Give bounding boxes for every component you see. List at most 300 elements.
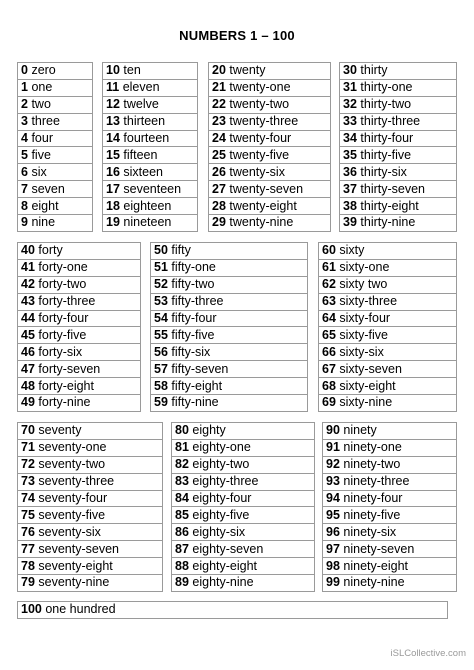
numeral: 27 [212,181,226,196]
number-cell [18,130,93,147]
number-row [18,63,93,80]
numbers-90-99-box [322,422,457,592]
numeral: 97 [326,541,340,556]
numeral: 37 [343,181,357,196]
numeral: 32 [343,97,357,112]
number-cell [172,456,315,473]
number-cell [18,327,141,344]
numeral: 38 [343,198,357,213]
number-word: fifty-eight [171,378,223,393]
number-word: seventy [38,423,82,438]
numeral: 42 [21,277,35,292]
number-cell [151,243,308,260]
numeral: 35 [343,147,357,162]
number-word: seventy-three [38,474,115,489]
number-word: thirty [360,63,388,78]
numeral: 84 [175,491,189,505]
number-word: ninety-three [343,474,410,489]
number-cell [18,79,93,96]
number-row [18,181,93,198]
number-word: eighty-eight [192,558,258,573]
number-cell [319,259,457,276]
number-row [323,558,457,575]
number-cell [209,164,331,181]
number-cell [103,215,198,232]
number-word: ninety-four [343,491,403,505]
number-word: fifty [171,243,191,258]
number-word: five [31,147,51,162]
number-row [151,259,308,276]
number-row [209,215,331,232]
number-row [172,456,315,473]
number-cell [340,164,457,181]
number-row [18,439,163,456]
number-row [323,541,457,558]
number-cell [172,490,315,507]
number-row [172,507,315,524]
number-word: forty-five [38,327,87,342]
numbers-80-89-box [171,422,315,592]
number-row [151,344,308,361]
number-row [18,507,163,524]
number-row [209,164,331,181]
number-word: eighty [192,423,226,438]
number-cell [323,490,457,507]
number-cell [340,181,457,198]
number-word: fifty-nine [171,395,219,410]
number-row [323,490,457,507]
number-row [340,181,457,198]
number-row [18,541,163,558]
number-cell [209,63,331,80]
numeral: 62 [322,277,336,292]
number-word: eleven [122,80,160,95]
number-row [209,113,331,130]
number-row [172,541,315,558]
numeral: 99 [326,575,340,590]
number-cell [18,439,163,456]
number-cell [323,423,457,440]
number-cell [323,456,457,473]
number-cell [340,130,457,147]
number-word: twenty [229,63,266,78]
numeral: 4 [21,131,28,145]
number-cell [340,113,457,130]
number-100-box [17,601,448,619]
numeral: 5 [21,147,28,162]
number-cell [209,96,331,113]
number-cell [340,198,457,215]
number-cell [151,259,308,276]
number-word: twenty-seven [229,181,304,196]
number-row [103,79,198,96]
number-word: sixty two [339,277,388,292]
number-row [340,164,457,181]
number-word: sixteen [123,164,163,179]
number-row [18,327,141,344]
number-cell [172,575,315,592]
number-row [209,96,331,113]
number-cell [18,490,163,507]
number-word: forty-eight [38,378,94,393]
number-word: fifteen [123,147,158,162]
number-cell [18,524,163,541]
number-word: thirty-four [360,131,414,145]
number-cell [18,344,141,361]
number-word: fifty-six [171,344,211,359]
numeral: 79 [21,575,35,590]
number-row [340,215,457,232]
number-row [18,361,141,378]
number-cell [151,327,308,344]
number-word: twenty-six [229,164,285,179]
number-word: one [31,80,53,95]
number-row [151,395,308,412]
number-row [18,259,141,276]
number-word: sixty-nine [339,395,393,410]
number-row [18,276,141,293]
number-row [18,130,93,147]
number-word: forty-one [38,260,88,275]
number-word: seventy-five [38,507,106,522]
number-cell [319,310,457,327]
number-row [151,243,308,260]
number-word: fifty-seven [171,361,229,376]
numeral: 60 [322,243,336,258]
numeral: 6 [21,164,28,179]
number-word: eighty-three [192,474,259,489]
number-cell [18,395,141,412]
numeral: 19 [106,215,120,230]
number-cell [323,524,457,541]
numbers-40-49-box [17,242,141,412]
number-row [319,327,457,344]
number-word: ninety-two [343,457,401,472]
number-word: forty-four [38,311,89,325]
number-word: thirty-nine [360,215,416,230]
number-word: nineteen [123,215,172,230]
number-row [103,181,198,198]
number-word: thirty-three [360,114,421,129]
number-cell [18,243,141,260]
number-word: forty-nine [38,395,91,410]
number-row [340,79,457,96]
number-word: fifty-one [171,260,216,275]
number-cell [151,344,308,361]
number-cell [340,215,457,232]
number-cell [18,215,93,232]
number-word: thirty-two [360,97,412,112]
number-row [319,344,457,361]
numeral: 24 [212,131,226,145]
numeral: 13 [106,114,120,129]
numeral: 54 [154,311,168,325]
number-row [172,524,315,541]
number-row [323,575,457,592]
numeral: 95 [326,507,340,522]
numeral: 1 [21,80,28,95]
number-cell [172,558,315,575]
numbers-30-39-box [339,62,457,232]
numeral: 82 [175,457,189,472]
number-cell [340,63,457,80]
number-row [18,602,448,619]
numeral: 23 [212,114,226,129]
number-cell [18,63,93,80]
number-row [209,198,331,215]
number-word: ten [123,63,141,78]
number-row [172,439,315,456]
number-word: fourteen [123,131,170,145]
numeral: 22 [212,97,226,112]
numeral: 77 [21,541,35,556]
number-row [151,310,308,327]
number-row [103,164,198,181]
number-word: thirty-five [360,147,412,162]
number-cell [323,439,457,456]
numeral: 12 [106,97,120,112]
numeral: 31 [343,80,357,95]
watermark-text: iSLCollective.com [390,648,466,659]
numeral: 93 [326,474,340,489]
numeral: 81 [175,440,189,455]
number-cell [151,293,308,310]
number-row [18,456,163,473]
number-word: eighty-six [192,524,246,539]
numeral: 56 [154,344,168,359]
numeral: 96 [326,524,340,539]
number-row [323,473,457,490]
number-word: sixty-eight [339,378,396,393]
number-word: two [31,97,51,112]
number-row [340,63,457,80]
numeral: 83 [175,474,189,489]
number-word: seventy-two [38,457,106,472]
number-row [103,147,198,164]
number-word: twenty-four [229,131,292,145]
numeral: 58 [154,378,168,393]
number-cell [18,198,93,215]
number-cell [18,310,141,327]
numeral: 71 [21,440,35,455]
numeral: 0 [21,63,28,78]
number-row [18,243,141,260]
numbers-70-79-box [17,422,163,592]
number-word: twenty-two [229,97,290,112]
number-cell [18,602,448,619]
number-row [209,79,331,96]
number-row [340,130,457,147]
number-row [151,327,308,344]
numeral: 7 [21,181,28,196]
number-word: forty [38,243,63,258]
numeral: 17 [106,181,120,196]
numeral: 69 [322,395,336,410]
number-row [151,378,308,395]
number-row [18,147,93,164]
number-cell [18,96,93,113]
number-cell [209,215,331,232]
number-row [319,243,457,260]
numeral: 59 [154,395,168,410]
numeral: 85 [175,507,189,522]
numeral: 36 [343,164,357,179]
number-cell [151,378,308,395]
numeral: 66 [322,344,336,359]
numeral: 9 [21,215,28,230]
number-cell [319,378,457,395]
numeral: 33 [343,114,357,129]
number-cell [209,198,331,215]
number-cell [18,456,163,473]
numeral: 89 [175,575,189,590]
number-word: eighty-five [192,507,250,522]
number-word: sixty-three [339,294,398,309]
numeral: 46 [21,344,35,359]
numeral: 50 [154,243,168,258]
number-row [172,423,315,440]
numeral: 91 [326,440,340,455]
number-row [18,310,141,327]
numeral: 2 [21,97,28,112]
number-word: sixty-four [339,311,391,325]
number-cell [103,181,198,198]
number-word: eighty-four [192,491,252,505]
number-cell [103,79,198,96]
numbers-50-59-box [150,242,308,412]
number-word: fifty-five [171,327,215,342]
numeral: 94 [326,491,340,505]
number-cell [103,113,198,130]
numeral: 20 [212,63,226,78]
number-cell [209,181,331,198]
numeral: 65 [322,327,336,342]
number-row [172,575,315,592]
numeral: 16 [106,164,120,179]
number-word: forty-six [38,344,83,359]
numeral: 41 [21,260,35,275]
number-row [323,524,457,541]
number-row [209,147,331,164]
numeral: 45 [21,327,35,342]
number-cell [323,541,457,558]
number-cell [340,147,457,164]
numeral: 68 [322,378,336,393]
numeral: 25 [212,147,226,162]
numeral: 30 [343,63,357,78]
numeral: 40 [21,243,35,258]
number-word: eighty-nine [192,575,254,590]
number-cell [103,96,198,113]
number-word: eighty-two [192,457,250,472]
number-cell [18,259,141,276]
number-word: twenty-eight [229,198,297,213]
number-row [18,79,93,96]
number-word: thirty-eight [360,198,419,213]
number-cell [319,276,457,293]
numeral: 48 [21,378,35,393]
number-row [103,63,198,80]
number-row [209,130,331,147]
number-word: twenty-three [229,114,299,129]
number-row [319,259,457,276]
numeral: 15 [106,147,120,162]
number-word: forty-seven [38,361,101,376]
number-cell [172,439,315,456]
numeral: 26 [212,164,226,179]
number-row [151,276,308,293]
numeral: 88 [175,558,189,573]
number-row [340,113,457,130]
numeral: 76 [21,524,35,539]
numeral: 100 [21,602,42,617]
numeral: 55 [154,327,168,342]
number-row [340,198,457,215]
numeral: 39 [343,215,357,230]
numeral: 18 [106,198,120,213]
numeral: 51 [154,260,168,275]
number-word: sixty-one [339,260,390,275]
numbers-20-29-box [208,62,331,232]
numeral: 72 [21,457,35,472]
numeral: 3 [21,114,28,129]
number-row [323,507,457,524]
number-cell [209,113,331,130]
number-word: six [31,164,47,179]
numbers-0-9-box [17,62,93,232]
number-row [319,293,457,310]
number-cell [319,327,457,344]
number-cell [323,575,457,592]
numeral: 8 [21,198,28,213]
number-cell [172,423,315,440]
numeral: 34 [343,131,357,145]
number-cell [18,558,163,575]
numeral: 47 [21,361,35,376]
number-cell [18,541,163,558]
number-word: sixty-six [339,344,384,359]
number-word: ninety-five [343,507,401,522]
number-cell [319,395,457,412]
number-cell [18,293,141,310]
number-word: seventy-four [38,491,108,505]
number-word: fifty-three [171,294,224,309]
numeral: 49 [21,395,35,410]
number-cell [151,310,308,327]
number-row [18,575,163,592]
number-cell [151,276,308,293]
number-cell [319,243,457,260]
number-cell [323,507,457,524]
number-cell [18,276,141,293]
numeral: 10 [106,63,120,78]
number-word: four [31,131,53,145]
number-cell [103,198,198,215]
numbers-60-69-box [318,242,457,412]
number-word: thirteen [123,114,166,129]
number-row [209,63,331,80]
numeral: 64 [322,311,336,325]
number-cell [209,147,331,164]
number-word: seventy-six [38,524,101,539]
number-row [18,558,163,575]
number-row [319,361,457,378]
number-word: eighty-seven [192,541,264,556]
number-row [18,96,93,113]
number-row [18,423,163,440]
number-word: one hundred [45,602,116,617]
number-row [103,198,198,215]
